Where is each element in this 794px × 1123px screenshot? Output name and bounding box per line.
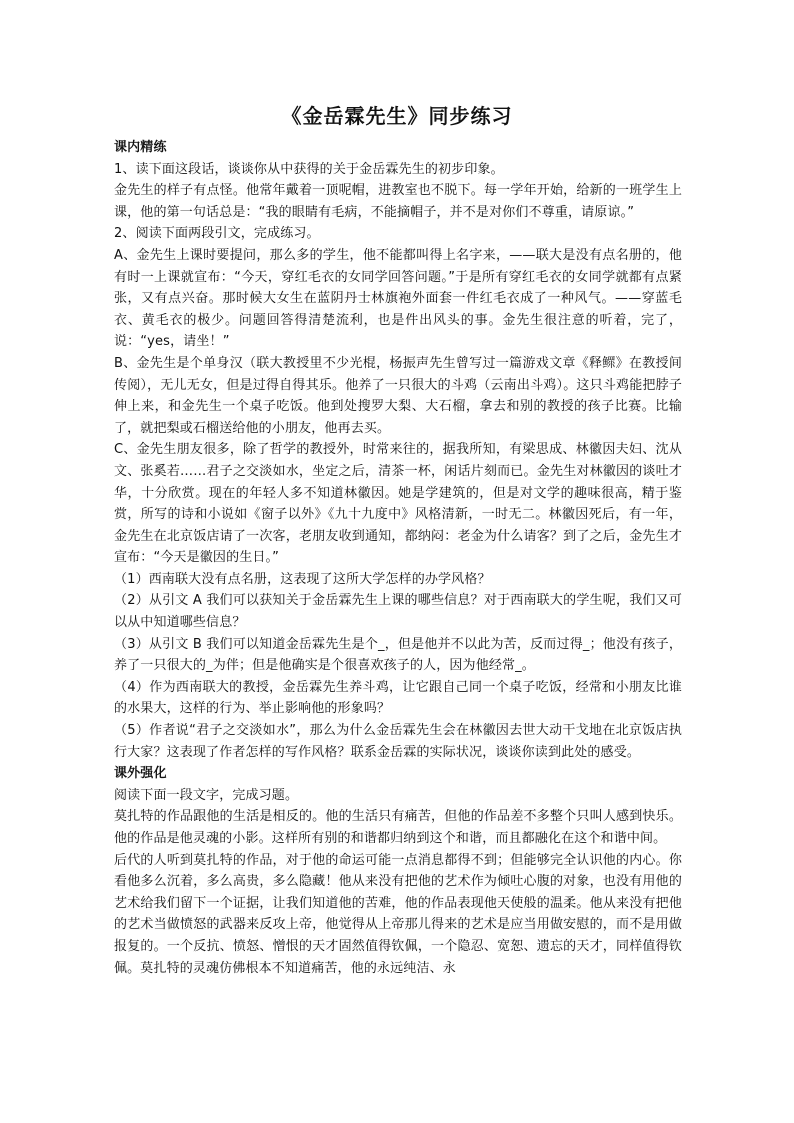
reading-paragraph-2: 后代的人听到莫扎特的作品，对于他的命运可能一点消息都得不到；但能够完全认识他的内心。你看他多么沉着，多么高贵，多么隐藏！他从来没有把他的艺术作为倾吐心腹的对象，也没有用他的艺术给我们留下一个证据，让我们知道他的苦难，他的作品表现他天使般的温柔。他从来没有把他的艺术当做愤怒的武器来反攻上帝，他觉得从上帝那儿得来的艺术是应当用做安慰的，而不是用做报复的。一个反抗、愤怒、憎恨的天才固然值得钦佩，一个隐忍、宽恕、遗忘的天才，同样值得钦佩。莫扎特的灵魂仿佛根本不知道痛苦，他的永远纯洁、永 [114,852,682,976]
sub-question-3: （3）从引文 B 我们可以知道金岳霖先生是个_，但是他并不以此为苦，反而过得_；他没有孩子，养了一只很大的_为伴；但是他确实是个很喜欢孩子的人，因为他经常_。 [114,636,682,674]
question-2: 2、阅读下面两段引文，完成练习。 [114,226,320,242]
page-title: 《金岳霖先生》同步练习 [281,104,513,128]
document-body [114,137,682,979]
sub-question-5: （5）作者说“君子之交淡如水”，那么为什么金岳霖先生会在林徽因去世大动干戈地在北京饭店执行大家？这表现了作者怎样的写作风格？联系金岳霖的实际状况，谈谈你读到此处的感受。 [114,723,682,760]
question-1: 1、读下面这段话，谈谈你从中获得的关于金岳霖先生的初步印象。 [114,161,504,177]
sub-question-1: （1）西南联大没有点名册，这表现了这所大学怎样的办学风格？ [114,571,491,587]
section-heading-in-class: 课内精练 [114,140,167,155]
passage-b: B、金先生是个单身汉（联大教授里不少光棍，杨振声先生曾写过一篇游戏文章《释鳏》在教授间传阅），无儿无女，但是过得自得其乐。他养了一只很大的斗鸡（云南出斗鸡）。这只斗鸡能把脖子伸上来，和金先生一个桌子吃饭。他到处搜罗大梨、大石榴，拿去和别的教授的孩子比赛。比输了，就把梨或石榴送给他的小朋友，他再去买。 [114,355,682,436]
section-heading-extracurricular: 课外强化 [114,766,167,782]
passage-a: A、金先生上课时要提问，那么多的学生，他不能都叫得上名字来，——联大是没有点名册的，他有时一上课就宣布：“今天，穿红毛衣的女同学回答问题。”于是所有穿红毛衣的女同学就都有点紧张，又有点兴奋。那时候大女生在蓝阴丹士林旗袍外面套一件红毛衣成了一种风气。——穿蓝毛衣、黄毛衣的极少。问题回答得清楚流利，也是件出风头的事。金先生很注意的听着，完了，说：“yes，请坐！” [114,247,682,350]
reading-paragraph-1: 莫扎特的作品跟他的生活是相反的。他的生活只有痛苦，但他的作品差不多整个只叫人感到快乐。他的作品是他灵魂的小影。这样所有别的和谐都归纳到这个和谐，而且都融化在这个和谐中间。 [114,809,682,846]
reading-intro: 阅读下面一段文字，完成习题。 [114,787,299,803]
sub-question-4: （4）作为西南联大的教授，金岳霖先生养斗鸡，让它跟自己同一个桌子吃饭，经常和小朋友比谁的水果大，这样的行为、举止影响他的形象吗？ [114,679,682,717]
passage-c: C、金先生朋友很多，除了哲学的教授外，时常来往的，据我所知，有梁思成、林徽因夫妇、沈从文、张奚若……君子之交淡如水，坐定之后，清茶一杯，闲话片刻而已。金先生对林徽因的谈吐才华，十分欣赏。现在的年轻人多不知道林徽因。她是学建筑的，但是对文学的趣味很高，精于鉴赏，所写的诗和小说如《窗子以外》《九十九度中》风格清新，一时无二。林徽因死后，有一年，金先生在北京饭店请了一次客，老朋友收到通知，都纳闷：老金为什么请客？到了之后，金先生才宣布：“今天是徽因的生日。” [114,442,682,566]
sub-question-2: （2）从引文 A 我们可以获知关于金岳霖先生上课的哪些信息？对于西南联大的学生呢，我们又可以从中知道哪些信息？ [114,593,682,631]
question-1-passage: 金先生的样子有点怪。他常年戴着一顶呢帽，进教室也不脱下。每一学年开始，给新的一班学生上课，他的第一句话总是：“我的眼睛有毛病，不能摘帽子，并不是对你们不尊重，请原谅。” [114,183,682,220]
